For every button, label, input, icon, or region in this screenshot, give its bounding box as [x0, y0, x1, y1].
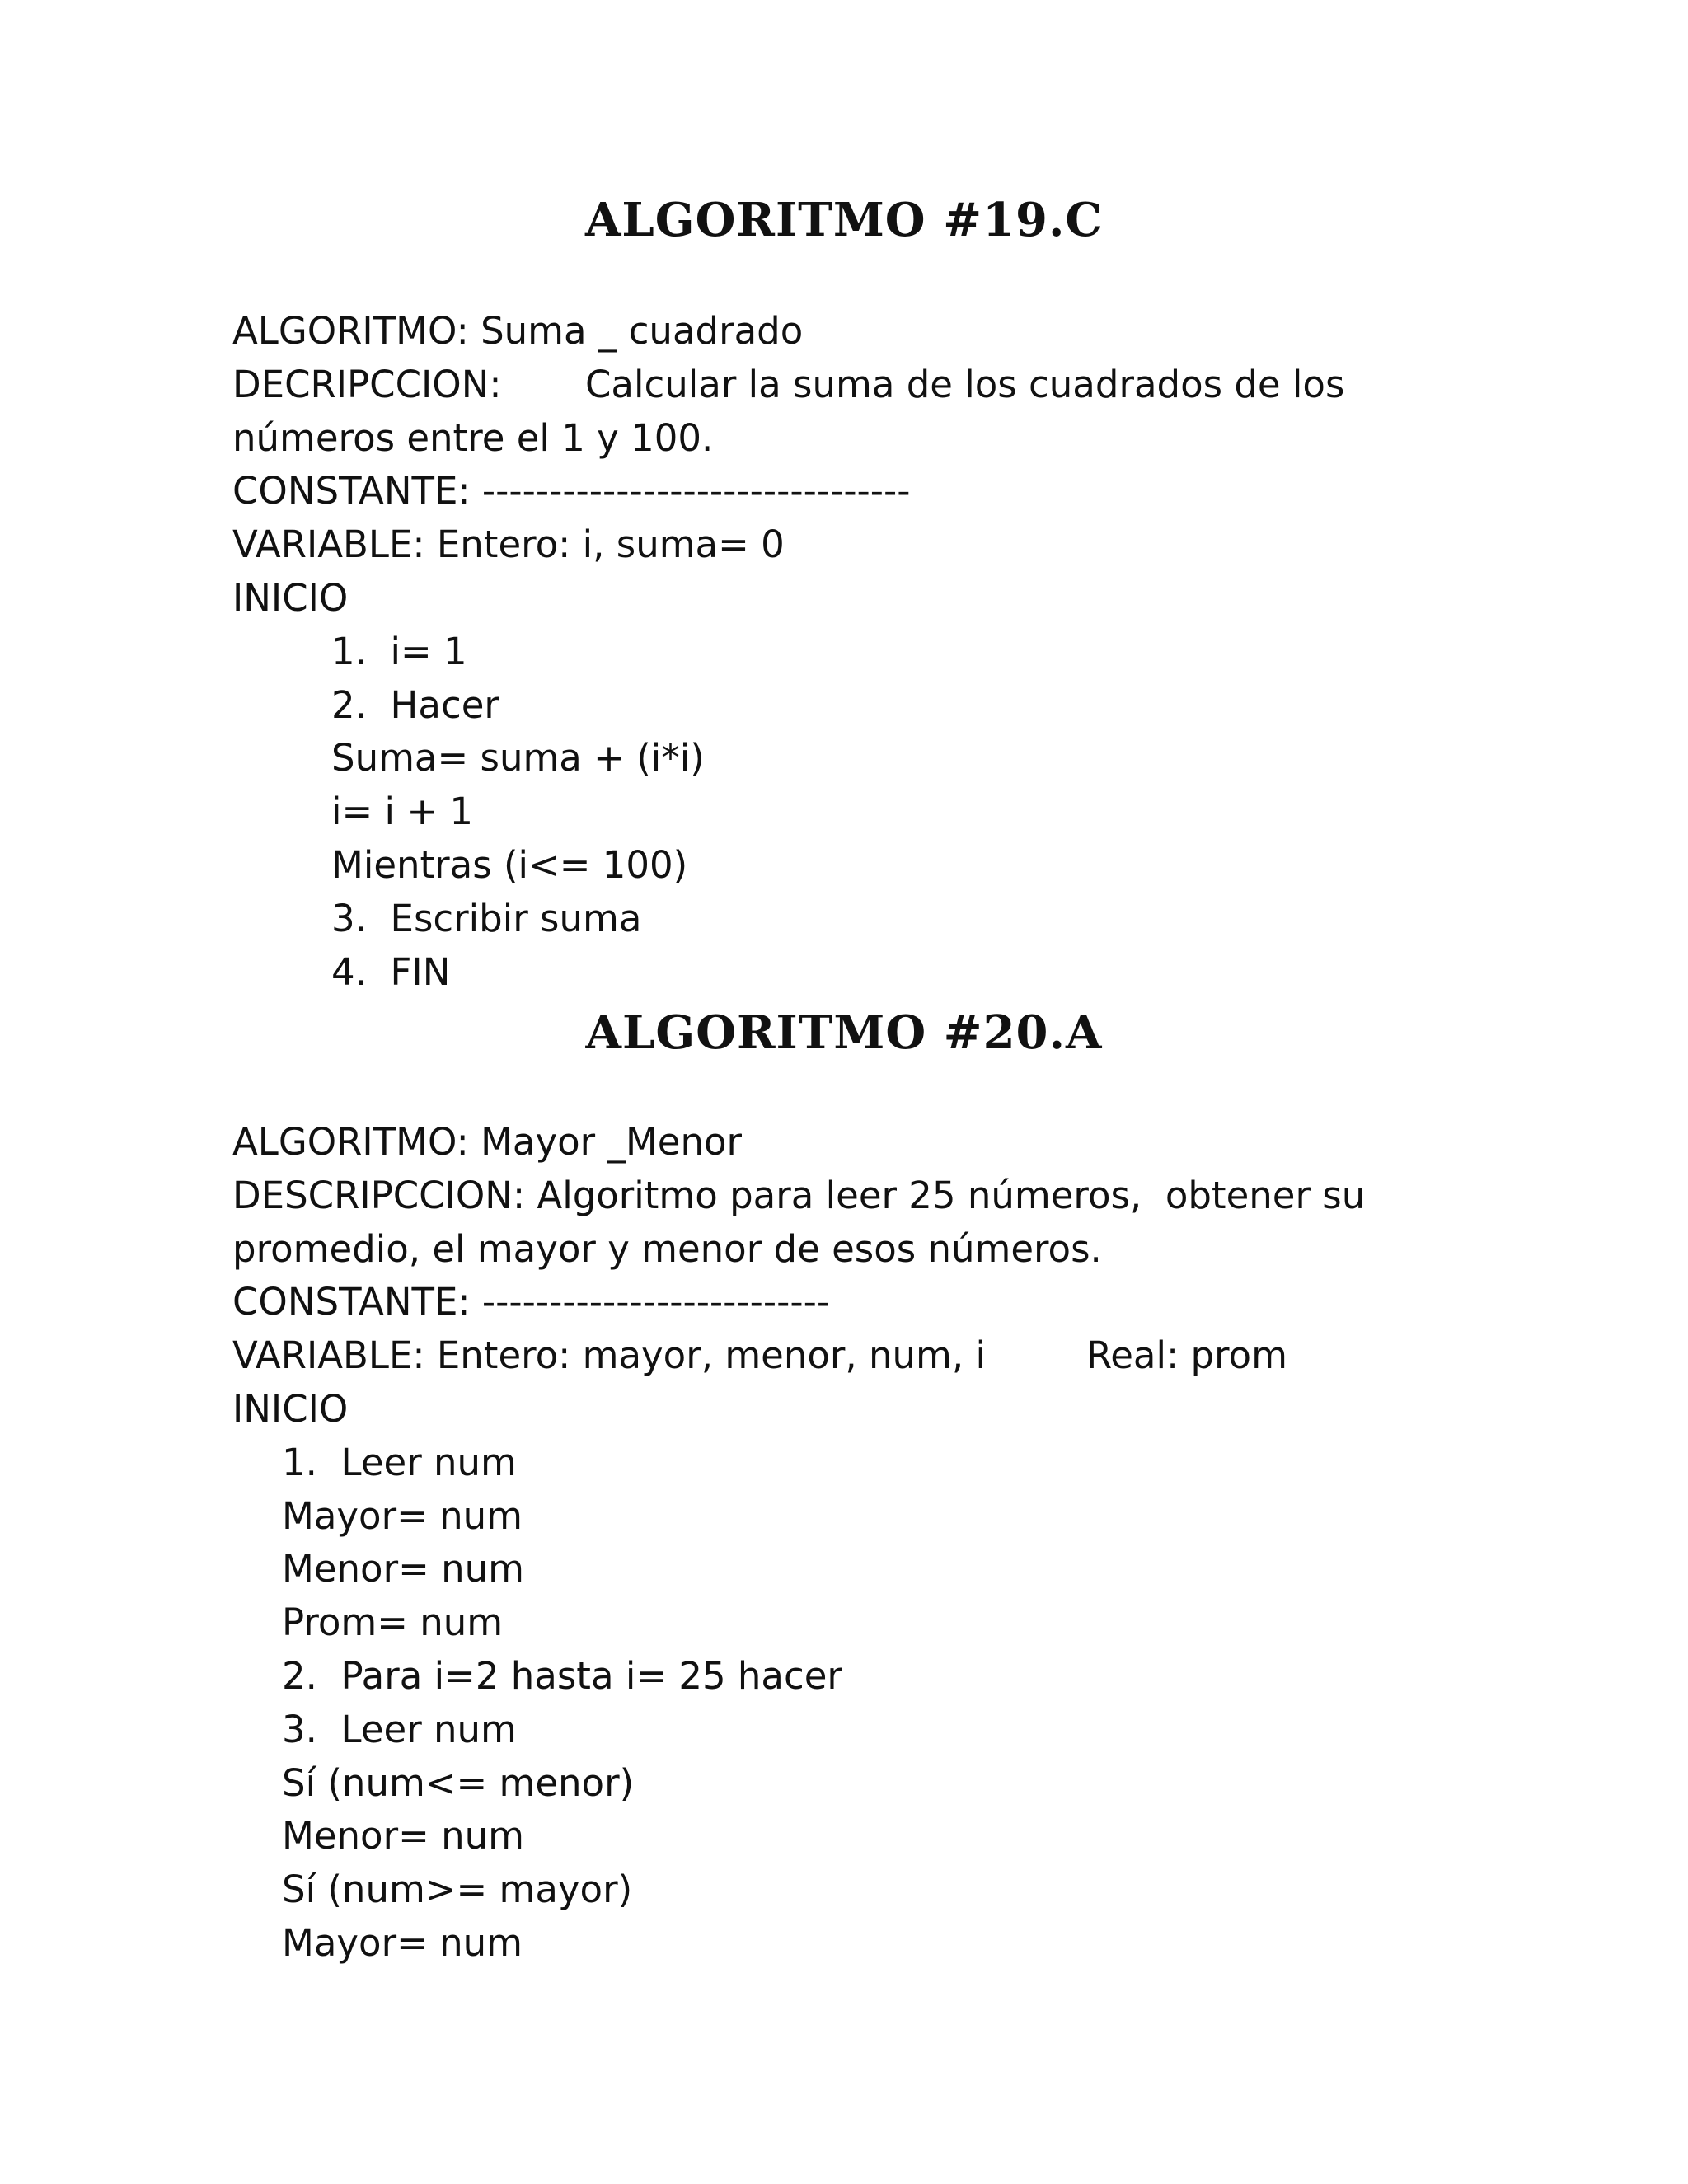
algorithm-20a-step: 1. Leer num	[282, 1441, 517, 1484]
algorithm-20a-variable-real: Real: prom	[1086, 1333, 1287, 1377]
algorithm-19c-title: ALGORITMO #19.C	[584, 193, 1104, 247]
algorithm-20a-name: ALGORITMO: Mayor _Menor	[232, 1120, 743, 1164]
algorithm-20a-step: Sí (num<= menor)	[282, 1761, 635, 1805]
algorithm-19c-step: Suma= suma + (i*i)	[331, 736, 705, 780]
algorithm-20a-title: ALGORITMO #20.A	[585, 1005, 1103, 1060]
algorithm-20a-step: Menor= num	[282, 1814, 524, 1858]
algorithm-20a-step: 3. Leer num	[282, 1708, 517, 1751]
algorithm-19c-description-label: DECRIPCCION:	[232, 363, 502, 406]
algorithm-20a-constant: CONSTANTE: --------------------------	[232, 1280, 831, 1324]
algorithm-19c-constant: CONSTANTE: --------------------------------	[232, 469, 911, 513]
algorithm-20a-start: INICIO	[232, 1387, 349, 1431]
algorithm-19c-step: Mientras (i<= 100)	[331, 843, 688, 887]
algorithm-20a-step: Mayor= num	[282, 1494, 523, 1538]
algorithm-20a-step: Mayor= num	[282, 1921, 523, 1965]
algorithm-20a-step: Prom= num	[282, 1601, 504, 1644]
algorithm-20a-step: Menor= num	[282, 1547, 524, 1591]
algorithm-20a-step: 2. Para i=2 hasta i= 25 hacer	[282, 1654, 842, 1698]
algorithm-20a-step: Sí (num>= mayor)	[282, 1868, 633, 1911]
algorithm-20a-description-continued: promedio, el mayor y menor de esos números.	[232, 1227, 1102, 1271]
algorithm-19c-step: i= i + 1	[331, 790, 473, 833]
algorithm-20a-description: DESCRIPCCION: Algoritmo para leer 25 números, obtener su	[232, 1174, 1366, 1217]
algorithm-20a-variable: VARIABLE: Entero: mayor, menor, num, i	[232, 1333, 986, 1377]
algorithm-19c-step: 3. Escribir suma	[331, 897, 642, 940]
algorithm-19c-description-text: Calcular la suma de los cuadrados de los	[585, 363, 1345, 406]
algorithm-19c-step: 1. i= 1	[331, 630, 467, 673]
algorithm-19c-name: ALGORITMO: Suma _ cuadrado	[232, 309, 804, 353]
algorithm-19c-variable: VARIABLE: Entero: i, suma= 0	[232, 523, 785, 566]
algorithm-19c-step: 4. FIN	[331, 950, 451, 994]
algorithm-19c-description-continued: números entre el 1 y 100.	[232, 416, 714, 460]
algorithm-19c-step: 2. Hacer	[331, 683, 499, 727]
algorithm-19c-start: INICIO	[232, 576, 349, 620]
